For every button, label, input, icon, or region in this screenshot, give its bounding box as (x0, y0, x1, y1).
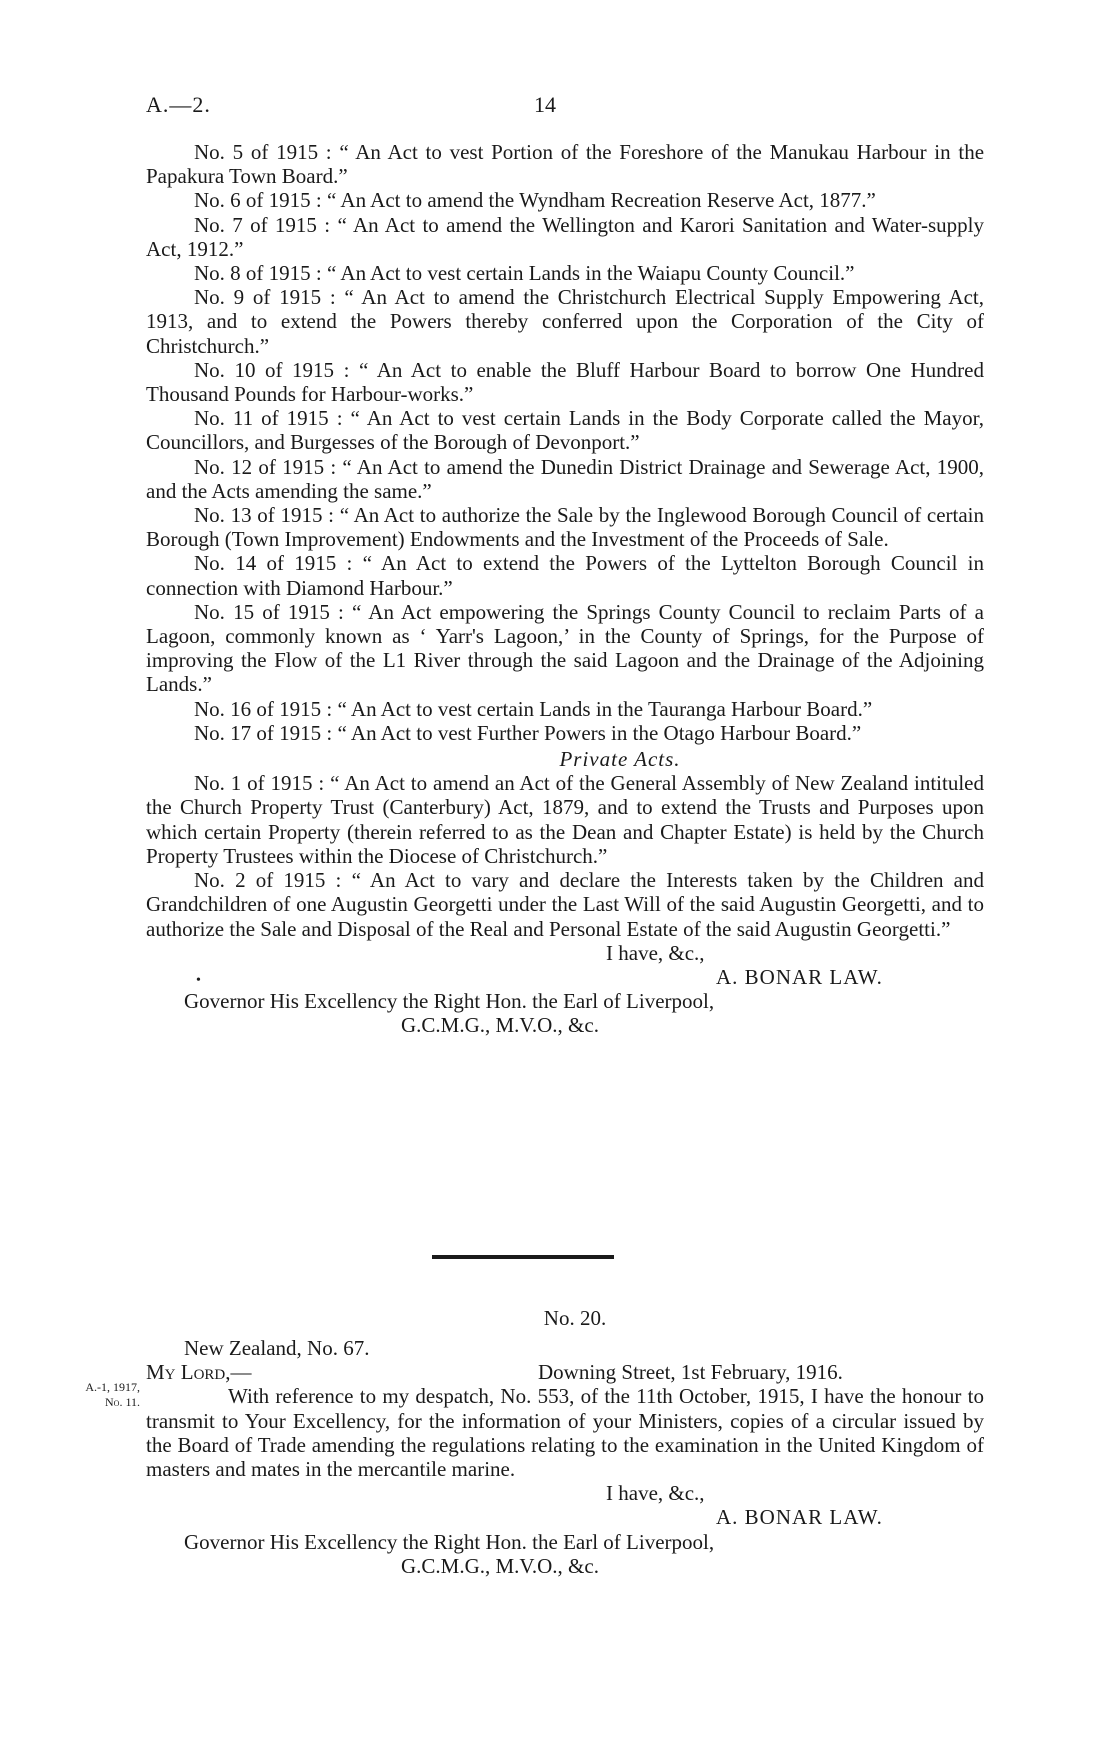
margin-reference-line: A.-1, 1917, (85, 1380, 140, 1394)
act-title: “ An Act to amend the Wyndham Recreation Reserve Act, 1877.” (327, 188, 876, 213)
act-number: No. 12 of 1915 : (194, 454, 337, 479)
addressee-line: Governor His Excellency the Right Hon. the Earl of Liverpool, (184, 1529, 715, 1554)
act-number: No. 5 of 1915 : (194, 140, 332, 164)
dateline: Downing Street, 1st February, 1916. (538, 1360, 843, 1385)
act-number: No. 9 of 1915 : (194, 285, 336, 310)
act-title: “ An Act to authorize the Sale by the Inglewood Borough Council of certain Borough (Town Improvement) Endowments and the Investment of the Proceeds of Sale. (146, 503, 985, 552)
private-acts-heading: Private Acts. (559, 747, 681, 772)
act-number: No. 17 of 1915 : (194, 720, 333, 745)
closing-phrase: I have, &c., (606, 940, 705, 965)
act-number: No. 1 of 1915 : (194, 771, 325, 796)
act-entry (146, 261, 984, 285)
page-number: 14 (534, 92, 556, 117)
margin-reference (36, 1380, 140, 1410)
act-title: “ An Act to vest Portion of the Foreshore of the Manukau Harbour in the Papakura Town Board.” (146, 140, 985, 189)
act-entry (146, 406, 984, 454)
act-title: “ An Act to vary and declare the Interests taken by the Children and Grandchildren of one Augustin Georgetti under the Last Will of the said Augustin Georgetti, and to authorize the Sale and Disposal of the Real and Personal Estate of the said Augustin Georgetti.” (146, 868, 985, 941)
dispatch-number: No. 20. (543, 1306, 607, 1330)
act-entry (146, 358, 984, 406)
document-reference: A.—2. (146, 92, 211, 117)
act-number: No. 16 of 1915 : (194, 696, 333, 721)
act-title: “ An Act to amend an Act of the General Assembly of New Zealand intituled the Church Property Trust (Canterbury) Act, 1879, and to extend the Trusts and Purposes upon which certain Property (therein referred to as the Dean and Chapter Estate) is held by the Church Property Trustees within the Diocese of Christchurch.” (146, 771, 985, 868)
act-title: “ An Act to vest certain Lands in the Tauranga Harbour Board.” (337, 696, 873, 721)
act-number: No. 15 of 1915 : (194, 599, 344, 624)
addressee-honours: G.C.M.G., M.V.O., &c. (401, 1013, 599, 1038)
act-title: “ An Act to amend the Dunedin District Drainage and Sewerage Act, 1900, and the Acts amending the same.” (146, 454, 985, 503)
act-number: No. 2 of 1915 : (194, 868, 342, 893)
act-title: “ An Act to vest certain Lands in the Waiapu County Council.” (327, 261, 855, 286)
dispatch-block (146, 1306, 984, 1578)
private-act-entry (146, 771, 984, 868)
addressee-honours: G.C.M.G., M.V.O., &c. (401, 1553, 599, 1578)
private-act-entry (146, 868, 984, 941)
signature (146, 965, 984, 989)
salutation-row (146, 1360, 984, 1384)
act-entry (146, 188, 984, 212)
act-title: “ An Act to vest Further Powers in the Otago Harbour Board.” (337, 720, 862, 745)
section-divider (432, 1255, 614, 1259)
act-title: “ An Act to extend the Powers of the Lyttelton Borough Council in connection with Diamond Harbour.” (146, 551, 985, 600)
acts-list (146, 140, 984, 1038)
margin-reference-line: No. 11. (105, 1395, 140, 1409)
letter-body: With reference to my despatch, No. 553, of the 11th October, 1915, I have the honour to transmit to Your Excellency, for the information of your Ministers, copies of a circular issued by the Board of Trade amending the regulations relating to the examination in the United Kingdom of masters and mates in the mercantile marine. (146, 1384, 984, 1482)
act-number: No. 6 of 1915 : (194, 188, 322, 213)
salutation: My Lord,— (146, 1360, 252, 1385)
act-title: “ An Act to amend the Wellington and Karori Sanitation and Water-supply Act, 1912.” (146, 212, 984, 261)
bullet-mark: • (196, 972, 202, 988)
act-entry (146, 697, 984, 721)
dispatch-series: New Zealand, No. 67. (184, 1336, 370, 1361)
act-entry (146, 213, 984, 261)
act-entry (146, 503, 984, 551)
act-title: “ An Act empowering the Springs County Council to reclaim Parts of a Lagoon, commonly known as ‘ Yarr's Lagoon,’ in the County of Springs, for the Purpose of improving the Flow of the L1 River through the said Lagoon and the Drainage of the Adjoining Lands.” (146, 599, 985, 697)
act-number: No. 13 of 1915 : (194, 503, 335, 528)
act-number: No. 14 of 1915 : (194, 551, 353, 576)
act-entry (146, 600, 984, 697)
act-title: “ An Act to vest certain Lands in the Body Corporate called the Mayor, Councillors, and Burgesses of the Borough of Devonport.” (146, 406, 984, 455)
act-title: “ An Act to enable the Bluff Harbour Board to borrow One Hundred Thousand Pounds for Harbour-works.” (146, 357, 984, 407)
act-entry (146, 551, 984, 599)
act-number: No. 8 of 1915 : (194, 261, 322, 286)
act-entry (146, 455, 984, 503)
act-entry (146, 285, 984, 358)
addressee-line: Governor His Excellency the Right Hon. the Earl of Liverpool, (184, 989, 715, 1014)
act-title: “ An Act to amend the Christchurch Electrical Supply Empowering Act, 1913, and to extend the Powers thereby conferred upon the Corporation of the City of Christchurch.” (146, 285, 984, 358)
act-number: No. 11 of 1915 : (194, 406, 343, 431)
signature-name: A. BONAR LAW. (716, 964, 883, 989)
act-number: No. 10 of 1915 : (194, 357, 350, 382)
act-entry (146, 721, 984, 745)
act-number: No. 7 of 1915 : (194, 212, 331, 237)
closing-phrase: I have, &c., (606, 1481, 705, 1506)
signature: A. BONAR LAW. (716, 1505, 883, 1530)
act-entry (146, 140, 984, 188)
